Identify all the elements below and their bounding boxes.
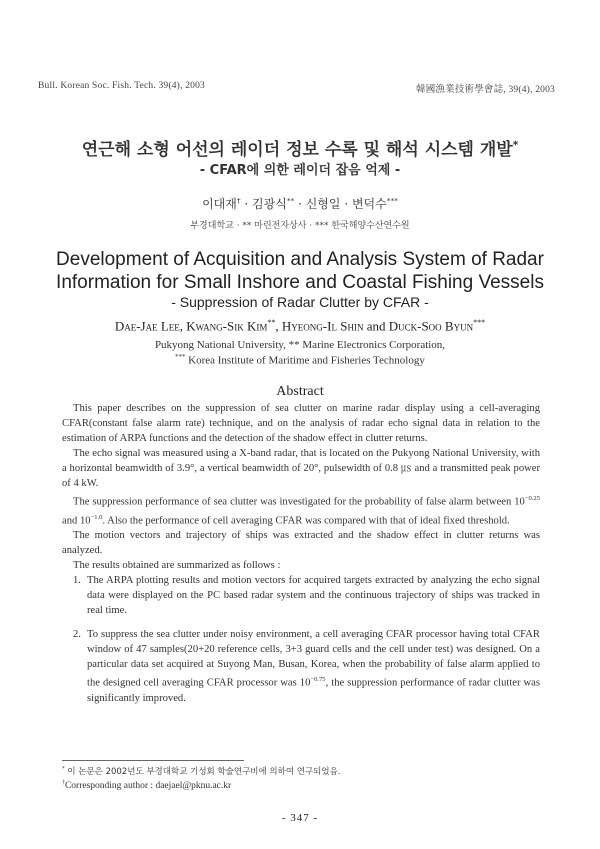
korean-author-mark: *** xyxy=(386,196,398,205)
abstract-paragraph: The results obtained are summarized as follows : xyxy=(73,560,281,572)
abstract-paragraph: The echo signal was measured using a X-band radar, that is located on the Pukyong National University, with a horizontal beamwidth of 3.9°, a vertical beamwidth of 20°, pulsewidth of 0.8 ㎲ and a transmitted peak power of 4 kW. xyxy=(62,448,540,489)
item-number: 2. xyxy=(73,629,81,641)
korean-title-mark: * xyxy=(512,139,519,152)
author-separator: , xyxy=(275,318,282,334)
results-list xyxy=(62,573,540,706)
korean-title-text: 연근해 소형 어선의 레이더 정보 수록 및 해석 시스템 개발 xyxy=(81,140,513,160)
results-item xyxy=(62,573,540,618)
item-text: To suppress the sea clutter under noisy environment, a cell averaging CFAR processor having total CFAR window of 47 samples(20+20 reference cells, 3+3 guard cells and the cell under test) was designed. On a particular data set acquired at Suyong Man, Busan, Korea, when the probability of false alarm applied to the designed cell averaging CFAR processor was 10 xyxy=(87,629,540,689)
footnote-text: Corresponding author : daejael@pknu.ac.kr xyxy=(64,781,232,792)
exponent: −0.75 xyxy=(310,676,326,684)
paragraph-text: The suppression performance of sea clutter was investigated for the probability of false alarm between 10 xyxy=(73,496,525,508)
list-spacer xyxy=(62,618,540,627)
english-title-line: Development of Acquisition and Analysis System of Radar xyxy=(56,249,544,270)
english-author: Duck-Soo Byun xyxy=(388,318,474,334)
exponent: −1.0 xyxy=(90,513,103,521)
author-separator: · xyxy=(294,197,306,211)
korean-author: 김광식 xyxy=(252,197,287,211)
english-title-line: Information for Small Inshore and Coastal Fishing Vessels xyxy=(56,272,544,293)
korean-affiliations: 부경대학교 · ** 마린전자상사 · *** 한국해양수산연수원 xyxy=(190,221,410,231)
korean-author: 변덕수 xyxy=(351,197,387,211)
footnote-corresponding xyxy=(62,780,231,791)
page-number: - 347 - xyxy=(281,812,319,824)
item-number: 1. xyxy=(73,575,81,587)
korean-author-mark: † xyxy=(236,196,241,205)
english-affiliation-1: Pukyong National University, ** Marine Electronics Corporation, xyxy=(154,339,446,351)
results-item xyxy=(62,627,540,706)
abstract-body xyxy=(62,401,540,706)
author-separator: · xyxy=(240,197,253,211)
english-author: Dae-Jae Lee xyxy=(114,318,180,334)
english-affiliation-mark: *** xyxy=(175,354,186,361)
exponent: −0.25 xyxy=(524,495,540,502)
english-affiliation-text: Korea Institute of Maritime and Fisheries Technology xyxy=(185,354,425,367)
english-author: Hyeong-Il Shin xyxy=(281,318,364,334)
english-author-mark: ** xyxy=(267,318,276,327)
author-separator: · xyxy=(340,197,352,211)
abstract-paragraph: This paper describes on the suppression of sea clutter on marine radar display using a cell-averaging CFAR(constant false alarm rate) technique, and on the analysis of radar echo signal data in relation to the estimation of ARPA functions and the detection of the shadow effect in clutter returns. xyxy=(62,403,540,444)
journal-citation-left: Bull. Korean Soc. Fish. Tech. 39(4), 2003 xyxy=(38,81,205,91)
footnote-mark: * xyxy=(62,766,65,773)
author-conjunction: and xyxy=(363,318,389,334)
english-author-mark: *** xyxy=(473,318,486,327)
english-affiliation-2 xyxy=(0,354,600,367)
paragraph-text: and 10 xyxy=(62,515,91,527)
footnote-mark: † xyxy=(62,780,65,786)
footnote-funding xyxy=(62,765,341,777)
footnote-divider xyxy=(62,760,244,761)
item-text: The ARPA plotting results and motion vectors for acquired targets extracted by analyzing the echo signal data were displayed on the PC based radar system and the continuous trajectory of ships was tracked in real time. xyxy=(87,575,540,617)
korean-author: 이대재 xyxy=(202,197,237,211)
english-author: Kwang-Sik Kim xyxy=(186,318,268,334)
journal-citation-right: 韓國漁業技術學會誌, 39(4), 2003 xyxy=(416,85,555,95)
footnote-text: 이 논문은 2002년도 부경대학교 기성회 학술연구비에 의하여 연구되었음. xyxy=(64,767,341,777)
english-subtitle: - Suppression of Radar Clutter by CFAR - xyxy=(171,294,429,310)
english-title xyxy=(0,248,600,294)
paragraph-text: . Also the performance of cell averaging CFAR was compared with that of ideal fixed threshold. xyxy=(102,515,510,527)
korean-authors xyxy=(0,195,600,212)
korean-title xyxy=(0,135,600,160)
item-text: , the suppression performance of radar clutter was significantly improved. xyxy=(87,677,541,704)
korean-subtitle: - CFAR에 의한 레이더 잡음 억제 - xyxy=(199,163,401,178)
abstract-paragraph: The motion vectors and trajectory of ships was extracted and the shadow effect in clutter returns was analyzed. xyxy=(62,530,540,557)
author-separator: , xyxy=(179,318,187,334)
abstract-paragraph xyxy=(62,491,540,528)
korean-author-mark: ** xyxy=(286,196,295,205)
abstract-heading: Abstract xyxy=(276,384,324,399)
korean-author: 신형일 xyxy=(305,197,341,211)
english-authors xyxy=(0,318,600,334)
